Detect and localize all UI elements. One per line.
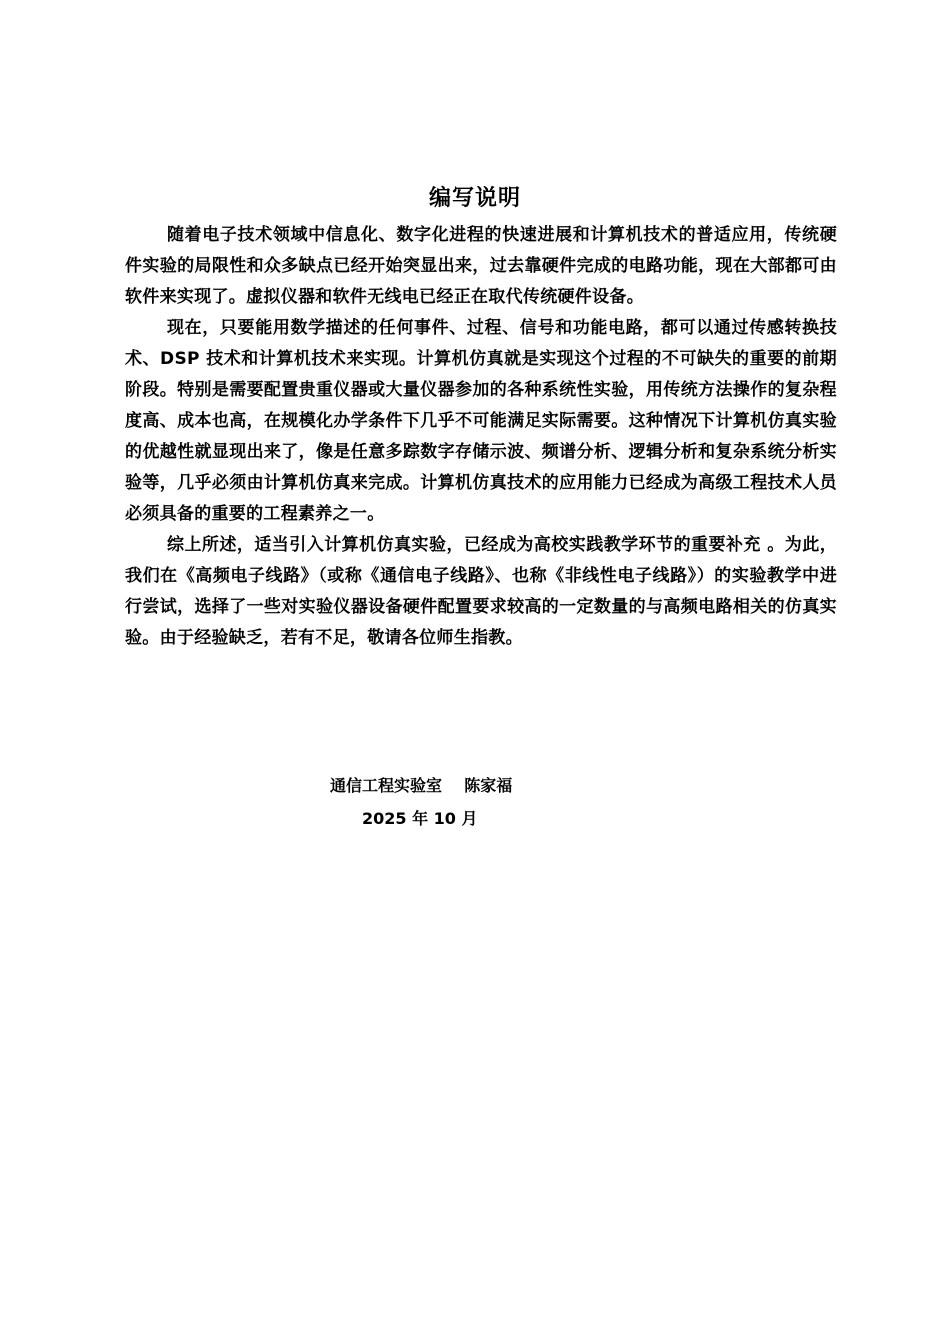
document-body (125, 220, 837, 654)
paragraph-1: 随着电子技术领域中信息化、数字化进程的快速进展和计算机技术的普适应用，传统硬件实验的局限性和众多缺点已经开始突显出来，过去靠硬件完成的电路功能，现在大部都可由软件来实现了。虚拟仪器和软件无线电已经正在取代传统硬件设备。 (125, 225, 837, 307)
paragraph-3: 综上所述，适当引入计算机仿真实验，已经成为高校实践教学环节的重要补充 。为此，我们在《高频电子线路》（或称《通信电子线路》、也称《非线性电子线路》）的实验教学中进行尝试，选择了一些对实验仪器设备硬件配置要求较高的一定数量的与高频电路相关的仿真实验。由于经验缺乏，若有不足，敬请各位师生指教。 (125, 535, 837, 648)
paragraph-2: 现在，只要能用数学描述的任何事件、过程、信号和功能电路，都可以通过传感转换技术、DSP 技术和计算机技术来实现。计算机仿真就是实现这个过程的不可缺失的重要的前期阶段。特别是需要配置贵重仪器或大量仪器参加的各种系统性实验，用传统方法操作的复杂程度高、成本也高，在规模化办学条件下几乎不可能满足实际需要。这种情况下计算机仿真实验的优越性就显现出来了，像是任意多踪数字存储示波、频谱分析、逻辑分析和复杂系统分析实验等，几乎必须由计算机仿真来完成。计算机仿真技术的应用能力已经成为高级工程技术人员必须具备的重要的工程素养之一。 (125, 318, 837, 524)
document-date: 2025 年 10 月 (362, 809, 478, 828)
document-title: 编写说明 (428, 186, 521, 211)
author-signature: 通信工程实验室 陈家福 (330, 776, 513, 795)
